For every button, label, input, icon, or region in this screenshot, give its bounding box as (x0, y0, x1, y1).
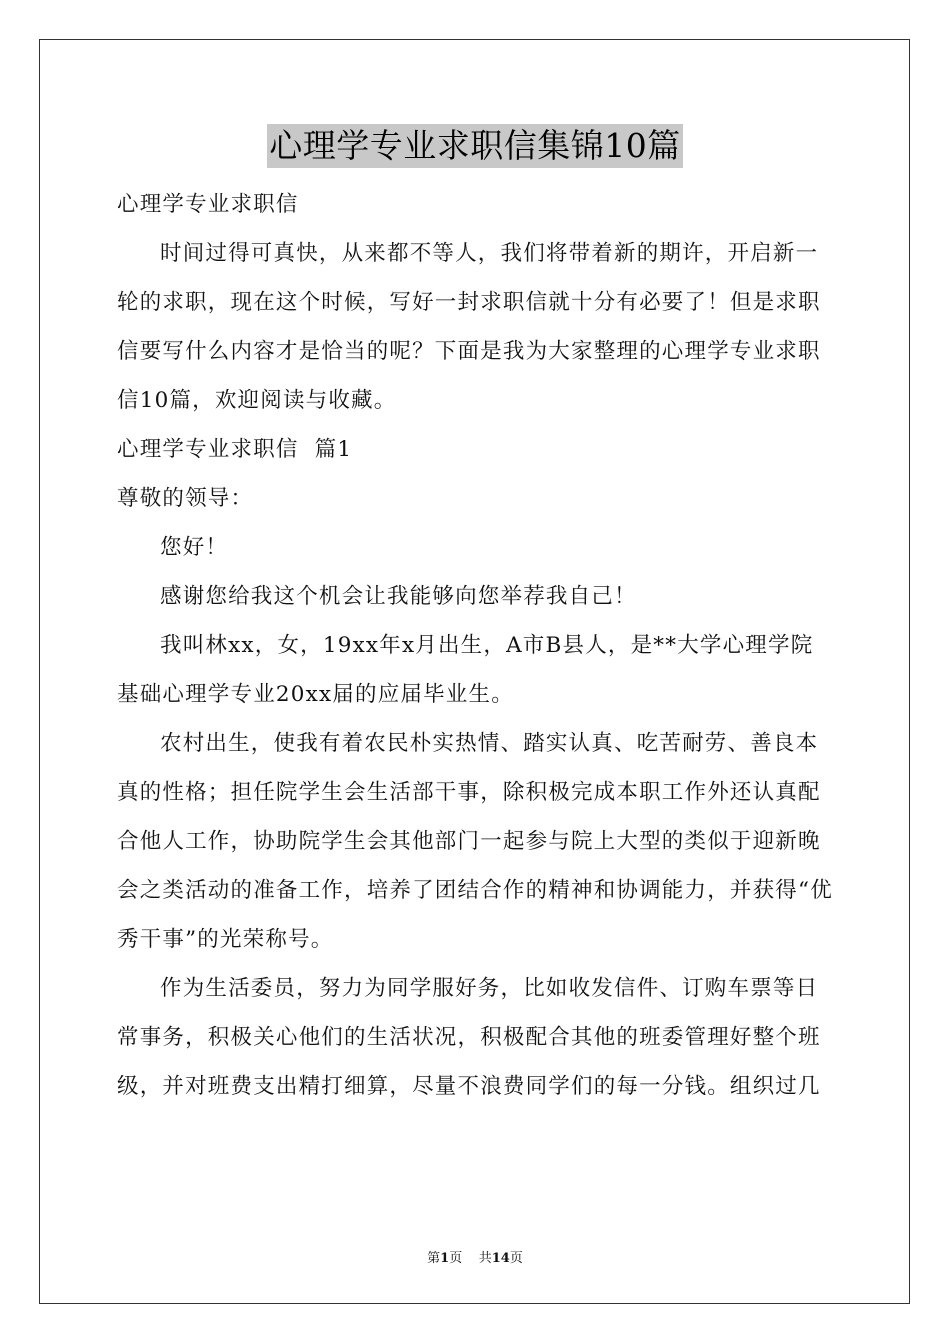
total-pages: 14 (491, 1251, 510, 1266)
page-label-prefix: 第 (427, 1251, 441, 1266)
total-label-suffix: 页 (509, 1251, 523, 1266)
page-footer (0, 1247, 950, 1266)
body-paragraph: 我叫林xx，女，19xx年x月出生，A市B县人，是**大学心理学院基础心理学专业20xx届的应届毕业生。 (117, 633, 814, 707)
greeting: 您好！ (160, 535, 229, 560)
body-paragraph: 农村出生，使我有着农民朴实热情、踏实认真、吃苦耐劳、善良本真的性格；担任院学生会生活部干事，除积极完成本职工作外还认真配合他人工作，协助院学生会其他部门一起参与院上大型的类似于迎新晚会之类活动的准备工作，培养了团结合作的精神和协调能力，并获得“优秀干事”的光荣称号。 (117, 731, 833, 952)
intro-paragraph: 时间过得可真快，从来都不等人，我们将带着新的期许，开启新一轮的求职，现在这个时候，写好一封求职信就十分有必要了！但是求职信要写什么内容才是恰当的呢？下面是我为大家整理的心理学专业求职信10篇，欢迎阅读与收藏。 (117, 241, 821, 413)
page-label-suffix: 页 (449, 1251, 463, 1266)
title-area (0, 124, 950, 168)
document-body (117, 180, 833, 1111)
page-number: 1 (440, 1251, 450, 1266)
body-paragraph: 感谢您给我这个机会让我能够向您举荐我自己！ (160, 584, 637, 609)
section-heading: 心理学专业求职信 篇1 (117, 437, 353, 462)
document-subtitle: 心理学专业求职信 (117, 192, 299, 217)
document-title: 心理学专业求职信集锦10篇 (267, 124, 683, 168)
total-label-prefix: 共 (478, 1251, 492, 1266)
salutation: 尊敬的领导： (117, 486, 254, 511)
body-paragraph: 作为生活委员，努力为同学服好务，比如收发信件、订购车票等日常事务，积极关心他们的生活状况，积极配合其他的班委管理好整个班级，并对班费支出精打细算，尽量不浪费同学们的每一分钱。组织过几 (117, 976, 821, 1099)
